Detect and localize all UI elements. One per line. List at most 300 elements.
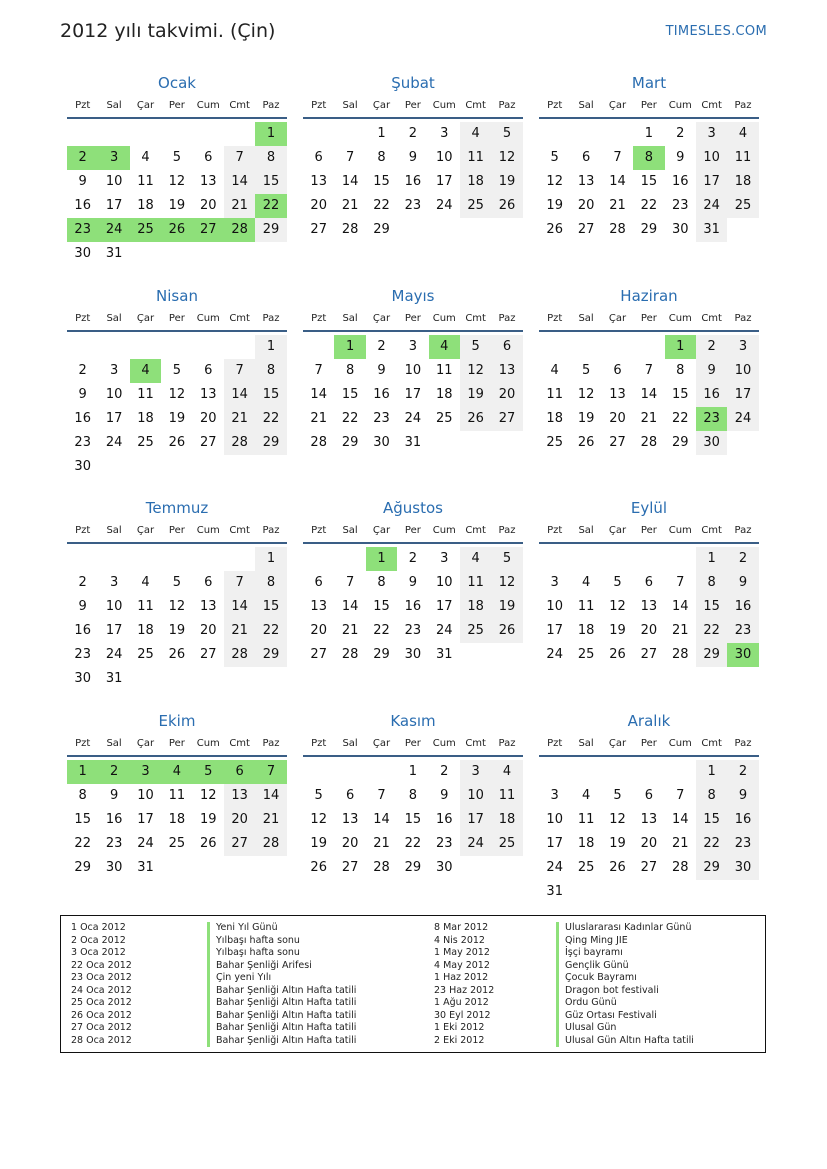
day-cell[interactable]: 1 xyxy=(696,760,727,784)
day-cell[interactable]: 17 xyxy=(727,383,758,407)
day-cell[interactable]: 18 xyxy=(137,198,154,213)
day-cell[interactable]: 10 xyxy=(404,363,422,378)
day-cell[interactable]: 10 xyxy=(435,575,453,590)
day-cell[interactable]: 15 xyxy=(696,808,727,832)
day-cell[interactable]: 24 xyxy=(404,411,422,426)
holiday-day-cell[interactable]: 1 xyxy=(67,760,98,784)
day-cell[interactable]: 15 xyxy=(255,170,286,194)
day-cell[interactable]: 23 xyxy=(74,647,91,662)
day-cell[interactable]: 25 xyxy=(460,194,491,218)
day-cell[interactable]: 5 xyxy=(613,788,622,803)
day-cell[interactable]: 2 xyxy=(408,551,417,566)
day-cell[interactable]: 6 xyxy=(491,335,522,359)
day-cell[interactable]: 3 xyxy=(440,551,449,566)
day-cell[interactable]: 21 xyxy=(373,836,390,851)
day-cell[interactable]: 10 xyxy=(727,359,758,383)
day-cell[interactable]: 27 xyxy=(609,435,626,450)
day-cell[interactable]: 19 xyxy=(310,836,327,851)
day-cell[interactable]: 3 xyxy=(440,126,449,141)
day-cell[interactable]: 26 xyxy=(546,222,563,237)
day-cell[interactable]: 7 xyxy=(676,575,685,590)
day-cell[interactable]: 23 xyxy=(74,435,91,450)
day-cell[interactable]: 28 xyxy=(373,860,390,875)
day-cell[interactable]: 8 xyxy=(255,571,286,595)
day-cell[interactable]: 5 xyxy=(581,363,591,378)
day-cell[interactable]: 19 xyxy=(460,383,491,407)
day-cell[interactable]: 30 xyxy=(671,222,689,237)
day-cell[interactable]: 5 xyxy=(491,122,522,146)
day-cell[interactable]: 18 xyxy=(168,812,186,827)
day-cell[interactable]: 14 xyxy=(671,599,689,614)
day-cell[interactable]: 25 xyxy=(137,435,154,450)
day-cell[interactable]: 9 xyxy=(377,363,386,378)
day-cell[interactable]: 28 xyxy=(255,832,286,856)
day-cell[interactable]: 20 xyxy=(199,198,217,213)
day-cell[interactable]: 28 xyxy=(224,643,255,667)
day-cell[interactable]: 16 xyxy=(435,812,453,827)
day-cell[interactable]: 29 xyxy=(373,222,390,237)
day-cell[interactable]: 9 xyxy=(78,174,87,189)
day-cell[interactable]: 20 xyxy=(199,623,217,638)
day-cell[interactable]: 20 xyxy=(640,623,658,638)
day-cell[interactable]: 22 xyxy=(696,832,727,856)
day-cell[interactable]: 20 xyxy=(640,836,658,851)
day-cell[interactable]: 29 xyxy=(671,435,689,450)
day-cell[interactable]: 7 xyxy=(224,359,255,383)
day-cell[interactable]: 10 xyxy=(546,812,563,827)
day-cell[interactable]: 14 xyxy=(341,599,359,614)
day-cell[interactable]: 20 xyxy=(310,623,327,638)
holiday-day-cell[interactable]: 6 xyxy=(224,760,255,784)
day-cell[interactable]: 6 xyxy=(644,788,653,803)
day-cell[interactable]: 23 xyxy=(105,836,123,851)
day-cell[interactable]: 24 xyxy=(105,435,123,450)
day-cell[interactable]: 7 xyxy=(613,150,622,165)
day-cell[interactable]: 12 xyxy=(577,387,595,402)
day-cell[interactable]: 27 xyxy=(224,832,255,856)
day-cell[interactable]: 14 xyxy=(224,170,255,194)
day-cell[interactable]: 25 xyxy=(460,619,491,643)
day-cell[interactable]: 26 xyxy=(168,647,186,662)
day-cell[interactable]: 31 xyxy=(546,884,563,899)
day-cell[interactable]: 8 xyxy=(676,363,685,378)
day-cell[interactable]: 4 xyxy=(460,547,491,571)
day-cell[interactable]: 5 xyxy=(460,335,491,359)
day-cell[interactable]: 13 xyxy=(199,174,217,189)
day-cell[interactable]: 3 xyxy=(550,575,559,590)
day-cell[interactable]: 8 xyxy=(78,788,87,803)
day-cell[interactable]: 3 xyxy=(696,122,727,146)
holiday-day-cell[interactable]: 23 xyxy=(67,218,98,242)
day-cell[interactable]: 13 xyxy=(224,784,255,808)
day-cell[interactable]: 10 xyxy=(105,599,123,614)
day-cell[interactable]: 29 xyxy=(255,643,286,667)
day-cell[interactable]: 16 xyxy=(373,387,390,402)
day-cell[interactable]: 27 xyxy=(199,647,217,662)
day-cell[interactable]: 3 xyxy=(109,575,119,590)
day-cell[interactable]: 26 xyxy=(460,407,491,431)
day-cell[interactable]: 13 xyxy=(199,387,217,402)
day-cell[interactable]: 2 xyxy=(377,339,386,354)
day-cell[interactable]: 17 xyxy=(105,411,123,426)
day-cell[interactable]: 21 xyxy=(224,407,255,431)
day-cell[interactable]: 10 xyxy=(105,387,123,402)
day-cell[interactable]: 18 xyxy=(137,411,154,426)
day-cell[interactable]: 25 xyxy=(168,836,186,851)
day-cell[interactable]: 16 xyxy=(105,812,123,827)
day-cell[interactable]: 13 xyxy=(609,387,626,402)
holiday-day-cell[interactable]: 1 xyxy=(255,122,286,146)
day-cell[interactable]: 21 xyxy=(310,411,327,426)
day-cell[interactable]: 14 xyxy=(224,595,255,619)
day-cell[interactable]: 31 xyxy=(696,218,727,242)
day-cell[interactable]: 16 xyxy=(671,174,689,189)
day-cell[interactable]: 2 xyxy=(440,764,449,779)
holiday-day-cell[interactable]: 27 xyxy=(193,218,224,242)
day-cell[interactable]: 24 xyxy=(727,407,758,431)
day-cell[interactable]: 14 xyxy=(310,387,327,402)
day-cell[interactable]: 6 xyxy=(613,363,622,378)
day-cell[interactable]: 24 xyxy=(460,832,491,856)
day-cell[interactable]: 7 xyxy=(345,150,355,165)
day-cell[interactable]: 15 xyxy=(404,812,422,827)
holiday-day-cell[interactable]: 4 xyxy=(130,359,161,383)
day-cell[interactable]: 18 xyxy=(460,170,491,194)
day-cell[interactable]: 17 xyxy=(696,170,727,194)
day-cell[interactable]: 9 xyxy=(408,575,417,590)
day-cell[interactable]: 28 xyxy=(671,647,689,662)
day-cell[interactable]: 6 xyxy=(581,150,591,165)
day-cell[interactable]: 8 xyxy=(696,784,727,808)
day-cell[interactable]: 26 xyxy=(609,647,626,662)
day-cell[interactable]: 19 xyxy=(491,170,522,194)
day-cell[interactable]: 25 xyxy=(577,647,595,662)
day-cell[interactable]: 21 xyxy=(224,619,255,643)
day-cell[interactable]: 20 xyxy=(310,198,327,213)
day-cell[interactable]: 9 xyxy=(78,387,87,402)
day-cell[interactable]: 31 xyxy=(404,435,422,450)
day-cell[interactable]: 10 xyxy=(546,599,563,614)
day-cell[interactable]: 16 xyxy=(404,174,422,189)
day-cell[interactable]: 3 xyxy=(109,363,119,378)
day-cell[interactable]: 3 xyxy=(460,760,491,784)
day-cell[interactable]: 5 xyxy=(172,363,181,378)
day-cell[interactable]: 26 xyxy=(577,435,595,450)
day-cell[interactable]: 16 xyxy=(74,198,91,213)
day-cell[interactable]: 10 xyxy=(435,150,453,165)
day-cell[interactable]: 7 xyxy=(345,575,355,590)
day-cell[interactable]: 11 xyxy=(546,387,563,402)
holiday-day-cell[interactable]: 3 xyxy=(98,146,129,170)
holiday-day-cell[interactable]: 2 xyxy=(67,146,98,170)
day-cell[interactable]: 14 xyxy=(341,174,359,189)
day-cell[interactable]: 5 xyxy=(550,150,559,165)
day-cell[interactable]: 29 xyxy=(696,856,727,880)
day-cell[interactable]: 27 xyxy=(310,222,327,237)
day-cell[interactable]: 6 xyxy=(204,363,213,378)
day-cell[interactable]: 21 xyxy=(671,623,689,638)
day-cell[interactable]: 12 xyxy=(168,174,186,189)
day-cell[interactable]: 7 xyxy=(224,146,255,170)
day-cell[interactable]: 22 xyxy=(640,198,658,213)
day-cell[interactable]: 2 xyxy=(696,335,727,359)
day-cell[interactable]: 17 xyxy=(460,808,491,832)
day-cell[interactable]: 6 xyxy=(314,575,323,590)
day-cell[interactable]: 5 xyxy=(613,575,622,590)
day-cell[interactable]: 17 xyxy=(546,623,563,638)
day-cell[interactable]: 21 xyxy=(224,194,255,218)
day-cell[interactable]: 14 xyxy=(373,812,390,827)
day-cell[interactable]: 11 xyxy=(137,599,154,614)
holiday-day-cell[interactable]: 28 xyxy=(224,218,255,242)
holiday-day-cell[interactable]: 3 xyxy=(130,760,161,784)
day-cell[interactable]: 16 xyxy=(696,383,727,407)
day-cell[interactable]: 8 xyxy=(345,363,355,378)
day-cell[interactable]: 29 xyxy=(640,222,658,237)
day-cell[interactable]: 14 xyxy=(255,784,286,808)
day-cell[interactable]: 8 xyxy=(696,571,727,595)
day-cell[interactable]: 19 xyxy=(491,595,522,619)
day-cell[interactable]: 9 xyxy=(408,150,417,165)
day-cell[interactable]: 15 xyxy=(255,383,286,407)
holiday-day-cell[interactable]: 4 xyxy=(161,760,192,784)
holiday-day-cell[interactable]: 26 xyxy=(161,218,192,242)
day-cell[interactable]: 12 xyxy=(199,788,217,803)
day-cell[interactable]: 26 xyxy=(609,860,626,875)
day-cell[interactable]: 4 xyxy=(141,575,150,590)
day-cell[interactable]: 23 xyxy=(671,198,689,213)
day-cell[interactable]: 27 xyxy=(640,860,658,875)
day-cell[interactable]: 4 xyxy=(491,760,522,784)
day-cell[interactable]: 15 xyxy=(255,595,286,619)
day-cell[interactable]: 28 xyxy=(341,222,359,237)
day-cell[interactable]: 5 xyxy=(491,547,522,571)
day-cell[interactable]: 27 xyxy=(640,647,658,662)
day-cell[interactable]: 6 xyxy=(644,575,653,590)
day-cell[interactable]: 11 xyxy=(460,571,491,595)
day-cell[interactable]: 5 xyxy=(172,575,181,590)
day-cell[interactable]: 25 xyxy=(491,832,522,856)
day-cell[interactable]: 27 xyxy=(199,435,217,450)
holiday-day-cell[interactable]: 25 xyxy=(130,218,161,242)
day-cell[interactable]: 13 xyxy=(640,812,658,827)
holiday-day-cell[interactable]: 2 xyxy=(98,760,129,784)
day-cell[interactable]: 31 xyxy=(137,860,154,875)
holiday-day-cell[interactable]: 30 xyxy=(727,643,758,667)
day-cell[interactable]: 12 xyxy=(491,146,522,170)
day-cell[interactable]: 29 xyxy=(74,860,91,875)
day-cell[interactable]: 21 xyxy=(341,198,359,213)
day-cell[interactable]: 28 xyxy=(640,435,658,450)
day-cell[interactable]: 7 xyxy=(314,363,323,378)
holiday-day-cell[interactable]: 5 xyxy=(193,760,224,784)
holiday-day-cell[interactable]: 23 xyxy=(696,407,727,431)
day-cell[interactable]: 28 xyxy=(310,435,327,450)
day-cell[interactable]: 11 xyxy=(137,387,154,402)
day-cell[interactable]: 16 xyxy=(727,808,758,832)
day-cell[interactable]: 11 xyxy=(491,784,522,808)
day-cell[interactable]: 9 xyxy=(78,599,87,614)
day-cell[interactable]: 17 xyxy=(546,836,563,851)
day-cell[interactable]: 3 xyxy=(408,339,417,354)
day-cell[interactable]: 1 xyxy=(408,764,417,779)
day-cell[interactable]: 30 xyxy=(727,856,758,880)
day-cell[interactable]: 30 xyxy=(404,647,422,662)
day-cell[interactable]: 12 xyxy=(310,812,327,827)
day-cell[interactable]: 7 xyxy=(224,571,255,595)
day-cell[interactable]: 2 xyxy=(408,126,417,141)
day-cell[interactable]: 15 xyxy=(373,174,390,189)
day-cell[interactable]: 21 xyxy=(640,411,658,426)
day-cell[interactable]: 16 xyxy=(404,599,422,614)
day-cell[interactable]: 8 xyxy=(408,788,417,803)
holiday-day-cell[interactable]: 7 xyxy=(255,760,286,784)
holiday-day-cell[interactable]: 1 xyxy=(366,547,397,571)
day-cell[interactable]: 21 xyxy=(609,198,626,213)
day-cell[interactable]: 12 xyxy=(609,812,626,827)
day-cell[interactable]: 15 xyxy=(373,599,390,614)
day-cell[interactable]: 22 xyxy=(404,836,422,851)
day-cell[interactable]: 29 xyxy=(341,435,359,450)
day-cell[interactable]: 17 xyxy=(137,812,154,827)
day-cell[interactable]: 19 xyxy=(168,198,186,213)
day-cell[interactable]: 30 xyxy=(373,435,390,450)
day-cell[interactable]: 16 xyxy=(74,623,91,638)
day-cell[interactable]: 18 xyxy=(577,836,595,851)
day-cell[interactable]: 13 xyxy=(199,599,217,614)
day-cell[interactable]: 18 xyxy=(727,170,758,194)
day-cell[interactable]: 14 xyxy=(671,812,689,827)
day-cell[interactable]: 18 xyxy=(460,595,491,619)
day-cell[interactable]: 1 xyxy=(255,547,286,571)
day-cell[interactable]: 20 xyxy=(577,198,595,213)
day-cell[interactable]: 1 xyxy=(255,335,286,359)
day-cell[interactable]: 22 xyxy=(255,619,286,643)
day-cell[interactable]: 6 xyxy=(345,788,355,803)
day-cell[interactable]: 10 xyxy=(105,174,123,189)
day-cell[interactable]: 19 xyxy=(199,812,217,827)
day-cell[interactable]: 9 xyxy=(696,359,727,383)
day-cell[interactable]: 17 xyxy=(404,387,422,402)
day-cell[interactable]: 6 xyxy=(204,575,213,590)
day-cell[interactable]: 25 xyxy=(435,411,453,426)
day-cell[interactable]: 11 xyxy=(727,146,758,170)
day-cell[interactable]: 7 xyxy=(644,363,653,378)
day-cell[interactable]: 4 xyxy=(460,122,491,146)
day-cell[interactable]: 11 xyxy=(435,363,453,378)
day-cell[interactable]: 9 xyxy=(676,150,685,165)
day-cell[interactable]: 21 xyxy=(255,808,286,832)
day-cell[interactable]: 31 xyxy=(435,647,453,662)
day-cell[interactable]: 22 xyxy=(341,411,359,426)
day-cell[interactable]: 22 xyxy=(255,407,286,431)
day-cell[interactable]: 9 xyxy=(727,571,758,595)
day-cell[interactable]: 22 xyxy=(373,623,390,638)
day-cell[interactable]: 24 xyxy=(105,647,123,662)
day-cell[interactable]: 27 xyxy=(491,407,522,431)
day-cell[interactable]: 29 xyxy=(373,647,390,662)
day-cell[interactable]: 13 xyxy=(640,599,658,614)
day-cell[interactable]: 13 xyxy=(491,359,522,383)
day-cell[interactable]: 1 xyxy=(644,126,653,141)
day-cell[interactable]: 28 xyxy=(671,860,689,875)
day-cell[interactable]: 23 xyxy=(404,623,422,638)
day-cell[interactable]: 10 xyxy=(137,788,154,803)
day-cell[interactable]: 15 xyxy=(671,387,689,402)
day-cell[interactable]: 26 xyxy=(491,619,522,643)
day-cell[interactable]: 11 xyxy=(168,788,186,803)
day-cell[interactable]: 23 xyxy=(404,198,422,213)
day-cell[interactable]: 16 xyxy=(74,411,91,426)
day-cell[interactable]: 13 xyxy=(310,599,327,614)
day-cell[interactable]: 20 xyxy=(199,411,217,426)
day-cell[interactable]: 25 xyxy=(546,435,563,450)
day-cell[interactable]: 23 xyxy=(727,619,758,643)
day-cell[interactable]: 24 xyxy=(435,623,453,638)
day-cell[interactable]: 2 xyxy=(727,547,758,571)
day-cell[interactable]: 29 xyxy=(255,431,286,455)
day-cell[interactable]: 26 xyxy=(199,836,217,851)
day-cell[interactable]: 12 xyxy=(491,571,522,595)
day-cell[interactable]: 11 xyxy=(460,146,491,170)
day-cell[interactable]: 22 xyxy=(671,411,689,426)
day-cell[interactable]: 13 xyxy=(310,174,327,189)
day-cell[interactable]: 19 xyxy=(577,411,595,426)
day-cell[interactable]: 5 xyxy=(172,150,181,165)
brand-logo-text[interactable]: TIMESLES.COM xyxy=(665,24,767,39)
day-cell[interactable]: 29 xyxy=(404,860,422,875)
day-cell[interactable]: 23 xyxy=(727,832,758,856)
day-cell[interactable]: 9 xyxy=(727,784,758,808)
day-cell[interactable]: 21 xyxy=(671,836,689,851)
day-cell[interactable]: 4 xyxy=(581,788,591,803)
day-cell[interactable]: 12 xyxy=(609,599,626,614)
holiday-day-cell[interactable]: 24 xyxy=(98,218,129,242)
day-cell[interactable]: 31 xyxy=(105,246,123,261)
day-cell[interactable]: 27 xyxy=(341,860,359,875)
day-cell[interactable]: 2 xyxy=(78,363,87,378)
day-cell[interactable]: 19 xyxy=(609,623,626,638)
holiday-day-cell[interactable]: 22 xyxy=(255,194,286,218)
day-cell[interactable]: 29 xyxy=(255,218,286,242)
day-cell[interactable]: 29 xyxy=(696,643,727,667)
day-cell[interactable]: 18 xyxy=(435,387,453,402)
day-cell[interactable]: 17 xyxy=(105,198,123,213)
day-cell[interactable]: 17 xyxy=(435,174,453,189)
day-cell[interactable]: 15 xyxy=(341,387,359,402)
day-cell[interactable]: 18 xyxy=(577,623,595,638)
day-cell[interactable]: 24 xyxy=(696,194,727,218)
day-cell[interactable]: 8 xyxy=(377,575,386,590)
day-cell[interactable]: 4 xyxy=(581,575,591,590)
day-cell[interactable]: 12 xyxy=(546,174,563,189)
day-cell[interactable]: 23 xyxy=(435,836,453,851)
day-cell[interactable]: 16 xyxy=(727,595,758,619)
day-cell[interactable]: 26 xyxy=(310,860,327,875)
day-cell[interactable]: 17 xyxy=(105,623,123,638)
day-cell[interactable]: 19 xyxy=(168,623,186,638)
day-cell[interactable]: 28 xyxy=(341,647,359,662)
day-cell[interactable]: 22 xyxy=(74,836,91,851)
day-cell[interactable]: 14 xyxy=(224,383,255,407)
day-cell[interactable]: 7 xyxy=(676,788,685,803)
day-cell[interactable]: 19 xyxy=(168,411,186,426)
day-cell[interactable]: 27 xyxy=(310,647,327,662)
day-cell[interactable]: 30 xyxy=(105,860,123,875)
day-cell[interactable]: 22 xyxy=(696,619,727,643)
day-cell[interactable]: 25 xyxy=(137,647,154,662)
day-cell[interactable]: 15 xyxy=(640,174,658,189)
